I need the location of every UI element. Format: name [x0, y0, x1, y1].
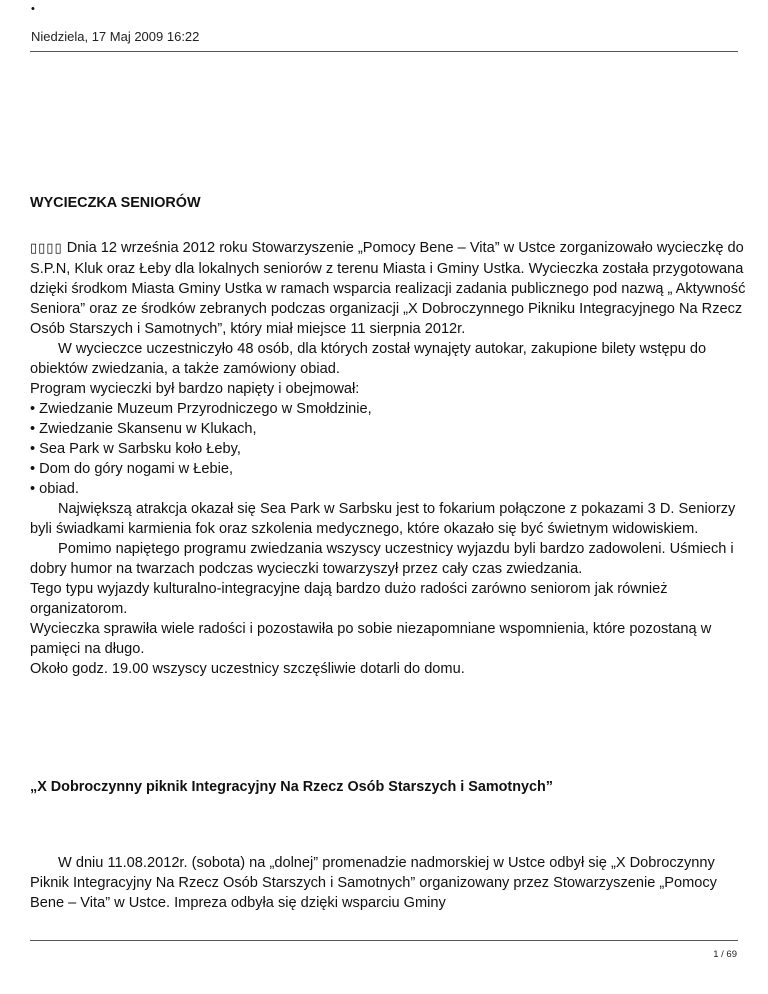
missing-glyph-icon: ▯▯▯▯ [30, 241, 63, 256]
paragraph-return: Około godz. 19.00 wszyscy uczestnicy szczęśliwie dotarli do domu. [30, 661, 465, 677]
article-title-piknik: „X Dobroczynny piknik Integracyjny Na Rzecz Osób Starszych i Samotnych” [30, 779, 554, 795]
paragraph-piknik: W dniu 11.08.2012r. (sobota) na „dolnej” promenadzie nadmorskiej w Ustce odbył się „X Dobroczynny Piknik Integracyjny Na Rzecz Osób Starszych i Samotnych” organizowany przez Stowarzyszenie „Pomocy Bene – Vita” w Ustce. Impreza odbyła się dzięki wsparciu Gminy [30, 855, 717, 911]
paragraph-intro [30, 238, 748, 339]
paragraph-program: Program wycieczki był bardzo napięty i obejmował: [30, 381, 360, 397]
header-bullet: • [31, 3, 35, 15]
page-number: 1 / 69 [713, 949, 737, 960]
paragraph-participants: W wycieczce uczestniczyło 48 osób, dla których został wynajęty autokar, zakupione bilety wstępu do obiektów zwiedzania, a także zamówiony obiad. [30, 341, 707, 377]
list-item: • Dom do góry nogami w Łebie, [30, 461, 234, 477]
list-item: • Sea Park w Sarbsku koło Łeby, [30, 441, 241, 457]
article-body-piknik [30, 853, 748, 913]
footer-divider [30, 940, 738, 941]
paragraph-sea-park: Największą atrakcja okazał się Sea Park w Sarbsku jest to fokarium połączone z pokazami 3 D. Seniorzy byli świadkami karmienia fok oraz szkolenia medycznego, które okazało się być świetnym widowiskiem. [30, 501, 736, 537]
paragraph-memories: Wycieczka sprawiła wiele radości i pozostawiła po sobie niezapomniane wspomnienia, które pozostaną w pamięci na długo. [30, 621, 712, 657]
list-item: • Zwiedzanie Muzeum Przyrodniczego w Smołdzinie, [30, 401, 372, 417]
article-title-wycieczka: WYCIECZKA SENIORÓW [30, 195, 201, 211]
list-item: • obiad. [30, 481, 79, 497]
paragraph-satisfaction: Pomimo napiętego programu zwiedzania wszyscy uczestnicy wyjazdu byli bardzo zadowoleni. Uśmiech i dobry humor na twarzach podczas wycieczki towarzyszył przez cały czas zwiedzania. [30, 541, 734, 577]
list-item: • Zwiedzanie Skansenu w Klukach, [30, 421, 257, 437]
header-date: Niedziela, 17 Maj 2009 16:22 [31, 29, 200, 44]
header-divider [30, 51, 738, 52]
article-body-wycieczka [30, 238, 748, 679]
paragraph-joy: Tego typu wyjazdy kulturalno-integracyjne dają bardzo dużo radości zarówno seniorom jak również organizatorom. [30, 581, 668, 617]
paragraph-intro-text: Dnia 12 września 2012 roku Stowarzyszenie „Pomocy Bene – Vita” w Ustce zorganizowało wycieczkę do S.P.N, Kluk oraz Łeby dla lokalnych seniorów z terenu Miasta i Gminy Ustka. Wycieczka została przygotowana dzięki środkom Miasta Gminy Ustka w ramach wsparcia realizacji zadania publicznego pod nazwą „ Aktywność Seniora” oraz ze środków zebranych podczas organizacji „X Dobroczynnego Pikniku Integracyjnego Na Rzecz Osób Starszych i Samotnych”, który miał miejsce 11 sierpnia 2012r. [30, 240, 746, 337]
